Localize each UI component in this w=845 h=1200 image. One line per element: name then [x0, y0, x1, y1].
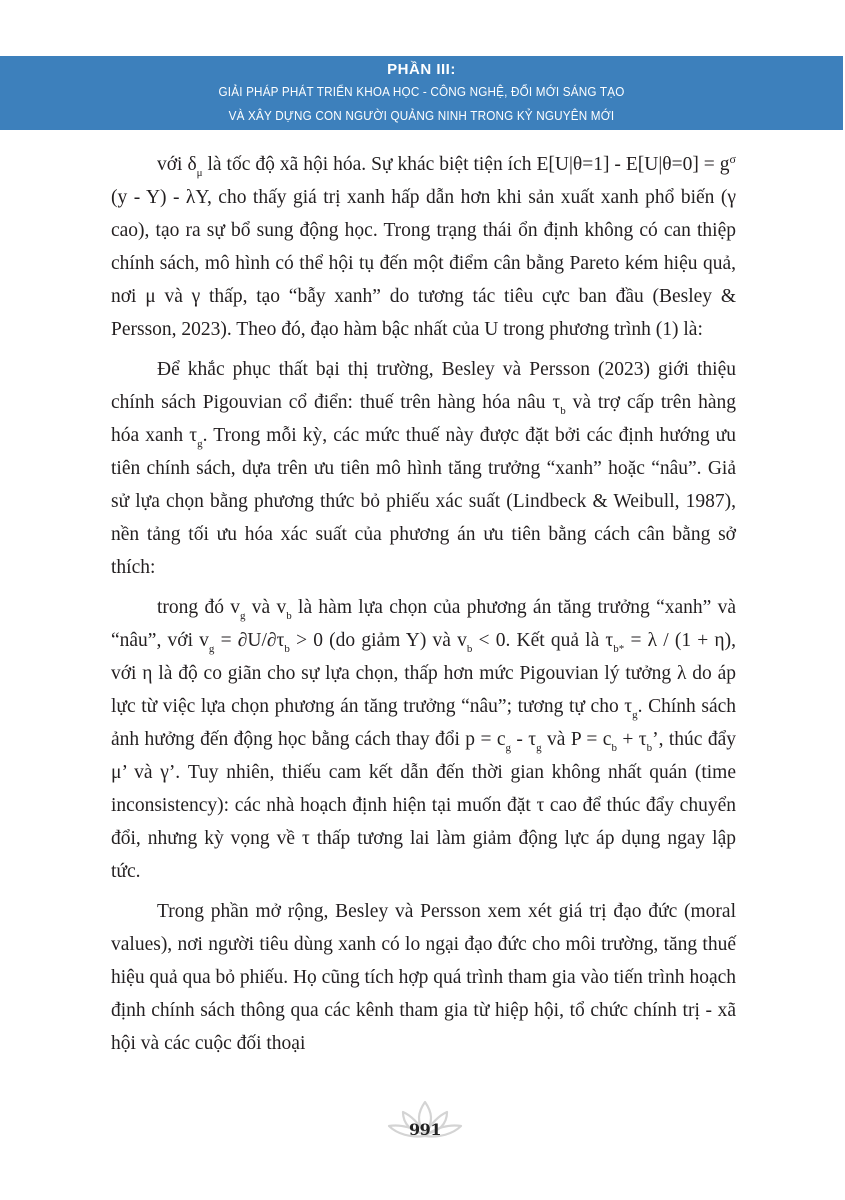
text-run: và P = c	[541, 729, 612, 750]
text-run: = λ / (1 + η), với η là độ co giãn cho sự lựa chọn, thấp hơn mức Pigouvian lý tưởng λ do áp lực từ việc lựa chọn phương án tăng trưởng “nâu”; tương tự cho τ	[111, 630, 736, 717]
subscript: b	[611, 742, 617, 754]
section-subtitle-line-2: VÀ XÂY DỰNG CON NGƯỜI QUẢNG NINH TRONG KỶ NGUYÊN MỚI	[228, 108, 615, 123]
subscript: g	[505, 742, 512, 754]
subscript: b*	[613, 643, 625, 655]
superscript: σ	[729, 152, 736, 166]
text-run: . Trong mỗi kỳ, các mức thuế này được đặt bởi các định hướng ưu tiên chính sách, dựa trên ưu tiên mô hình tăng trưởng “xanh” hoặc “nâu”. Giả sử lựa chọn bằng phương thức bỏ phiếu xác suất (Lindbeck & Weibull, 1987), nền tảng tối ưu hóa xác suất của phương án ưu tiên bằng cách cân bằng sở thích:	[111, 425, 736, 578]
text-run: Để khắc phục thất bại thị trường, Besley và Persson (2023) giới thiệu chính sách Pigouvian cổ điển: thuế trên hàng hóa nâu τ	[111, 359, 736, 413]
subscript: μ	[196, 167, 203, 179]
text-run: . Chính sách ảnh hưởng đến động học bằng cách thay đổi p = c	[111, 696, 736, 750]
subscript: b	[466, 643, 473, 655]
subscript: g	[632, 709, 638, 721]
paragraph-1	[111, 148, 736, 346]
subscript: b	[560, 405, 566, 417]
text-run: là hàm lựa chọn của phương án tăng trưởng “xanh” và “nâu”, với v	[111, 597, 736, 651]
subscript: g	[197, 438, 203, 450]
section-subtitle-line-1: GIẢI PHÁP PHÁT TRIỂN KHOA HỌC - CÔNG NGHỆ, ĐỔI MỚI SÁNG TẠO	[218, 84, 625, 99]
subscript: b	[646, 742, 653, 754]
body-text	[111, 148, 736, 1060]
subscript: b	[284, 643, 290, 655]
text-run: là tốc độ xã hội hóa. Sự khác biệt tiện ích E[U|θ=1] - E[U|θ=0] = g	[202, 154, 730, 175]
section-header-band	[0, 56, 843, 130]
text-run: + τ	[616, 729, 647, 750]
text-run: (y - Y) - λY, cho thấy giá trị xanh hấp dẫn hơn khi sản xuất xanh phổ biến (γ cao), tạo ra sự bổ sung động học. Trong trạng thái ổn định không có can thiệp chính sách, mô hình có thể hội tụ đến một điểm cân bằng Pareto kém hiệu quả, nơi μ và γ thấp, tạo “bẫy xanh” do tương tác tiêu cực ban đầu (Besley & Persson, 2023). Theo đó, đạo hàm bậc nhất của U trong phương trình (1) là:	[111, 187, 736, 340]
text-run: > 0 (do giảm Y) và v	[289, 630, 467, 651]
subscript: g	[536, 742, 542, 754]
paragraph-4: Trong phần mở rộng, Besley và Persson xem xét giá trị đạo đức (moral values), nơi người tiêu dùng xanh có lo ngại đạo đức cho môi trường, tăng thuế hiệu quả qua bỏ phiếu. Họ cũng tích hợp quá trình tham gia vào tiến trình hoạch định chính sách thông qua các kênh tham gia từ hiệp hội, tổ chức chính trị - xã hội và các cuộc đối thoại	[111, 901, 736, 1054]
subscript: g	[240, 610, 246, 622]
text-run: và v	[245, 597, 287, 618]
part-title: PHẦN III:	[387, 61, 456, 78]
subscript: b	[286, 610, 292, 622]
text-run: - τ	[511, 729, 537, 750]
text-run: = ∂U/∂τ	[214, 630, 285, 651]
subscript: g	[208, 643, 215, 655]
text-run: và trợ cấp trên hàng hóa xanh τ	[111, 392, 736, 446]
text-run: < 0. Kết quả là τ	[472, 630, 614, 651]
paragraph-2	[111, 353, 736, 584]
page-number: 991	[409, 1120, 441, 1139]
text-run: trong đó v	[157, 597, 240, 618]
text-run: với δ	[157, 154, 197, 175]
text-run: ’, thúc đẩy μ’ và γ’. Tuy nhiên, thiếu cam kết dẫn đến thời gian không nhất quán (time inconsistency): các nhà hoạch định hiện tại muốn đặt τ cao để thúc đẩy chuyển đổi, nhưng kỳ vọng về τ thấp tương lai làm giảm động lực áp dụng ngay lập tức.	[111, 729, 736, 882]
paragraph-3	[111, 591, 736, 888]
